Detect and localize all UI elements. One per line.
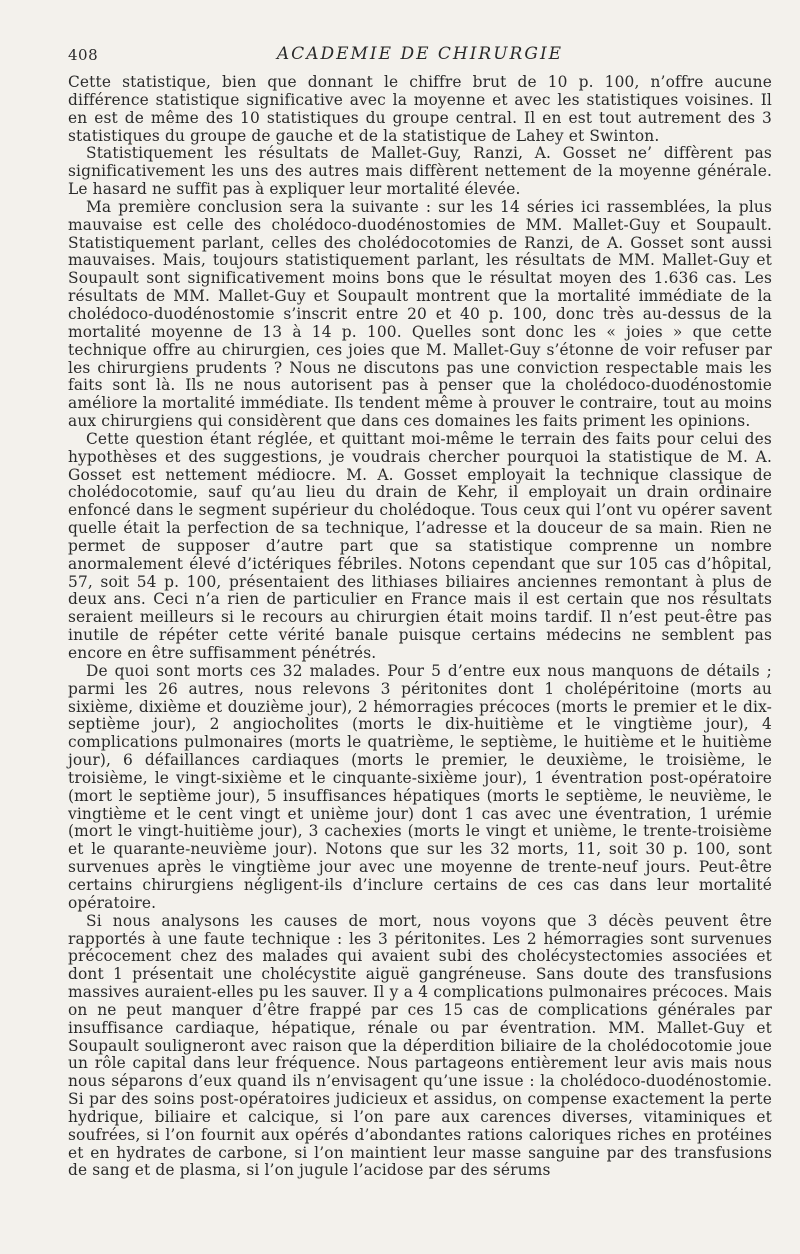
body-text [68,74,772,1180]
paragraph: Cette statistique, bien que donnant le chiffre brut de 10 p. 100, n’offre aucune différence statistique significative avec la moyenne et avec les statistiques voisines. Il en est de même des 10 statistiques du groupe central. Il en est tout autrement des 3 statistiques du groupe de gauche et de la statistique de Lahey et Swinton. [68,73,772,145]
page-header [68,40,772,66]
paragraph: Ma première conclusion sera la suivante : sur les 14 séries ici rassemblées, la plus mauvaise est celle des cholédoco-duodénostomies de MM. Mallet-Guy et Soupault. Statistiquement parlant, celles des cholédocotomies de Ranzi, de A. Gosset sont aussi mauvaises. Mais, toujours statistiquement parlant, les résultats de MM. Mallet-Guy et Soupault sont significativement moins bons que le résultat moyen des 1.636 cas. Les résultats de MM. Mallet-Guy et Soupault montrent que la mortalité immédiate de la cholédoco-duodénostomie s’inscrit entre 20 et 40 p. 100, donc très au-dessus de la mortalité moyenne de 13 à 14 p. 100. Quelles sont donc les « joies » que cette technique offre au chirurgien, ces joies que M. Mallet-Guy s’étonne de voir refuser par les chirurgiens prudents ? Nous ne discutons pas une conviction respectable mais les faits sont là. Ils ne nous autorisent pas à penser que la cholédoco-duodénostomie améliore la mortalité immédiate. Ils tendent même à prouver le contraire, tout au moins aux chirurgiens qui considèrent que dans ces domaines les faits priment les opinions. [68,197,772,431]
running-title: ACADEMIE DE CHIRURGIE [276,44,564,64]
paragraph: De quoi sont morts ces 32 malades. Pour 5 d’entre eux nous manquons de détails ; parmi les 26 autres, nous relevons 3 péritonites dont 1 cholépéritoine (morts au sixième, dixième et douzième jour), 2 hémorragies précoces (morts le premier et le dix-septième jour), 2 angiocholites (morts le dix-huitième et le vingtième jour), 4 complications pulmonaires (morts le quatrième, le septième, le huitième et le huitième jour), 6 défaillances cardiaques (morts le premier, le deuxième, le troisième, le troisième, le vingt-sixième et le cinquante-sixième jour), 1 éventration post-opératoire (mort le septième jour), 5 insuffisances hépatiques (morts le septième, le neuvième, le vingtième et le cent vingt et unième jour) dont 1 cas avec une éventration, 1 urémie (mort le vingt-huitième jour), 3 cachexies (morts le vingt et unième, le trente-troisième et le quarante-neuvième jour). Notons que sur les 32 morts, 11, soit 30 p. 100, sont survenues après le vingtième jour avec une moyenne de trente-neuf jours. Peut-être certains chirurgiens négligent-ils d’inclure certains de ces cas dans leur mortalité opératoire. [68,661,772,912]
paragraph: Statistiquement les résultats de Mallet-Guy, Ranzi, A. Gosset ne’ diffèrent pas significativement les uns des autres mais diffèrent nettement de la moyenne générale. Le hasard ne suffit pas à expliquer leur mortalité élevée. [68,144,772,199]
paragraph: Cette question étant réglée, et quittant moi-même le terrain des faits pour celui des hypothèses et des suggestions, je voudrais chercher pourquoi la statistique de M. A. Gosset est nettement médiocre. M. A. Gosset employait la technique classique de cholédocotomie, sauf qu’au lieu du drain de Kehr, il employait un drain ordinaire enfoncé dans le segment supérieur du cholédoque. Tous ceux qui l’ont vu opérer savent quelle était la perfection de sa technique, l’adresse et la douceur de sa main. Rien ne permet de supposer d’autre part que sa statistique comprenne un nombre anormalement élevé d’ictériques fébriles. Notons cependant que sur 105 cas d’hôpital, 57, soit 54 p. 100, présentaient des lithiases biliaires anciennes remontant à plus de deux ans. Ceci n’a rien de particulier en France mais il est certain que nos résultats seraient meilleurs si le recours au chirurgien était moins tardif. Il n’est peut-être pas inutile de répéter cette vérité banale puisque certains médecins ne semblent pas encore en être suffisamment pénétrés. [68,429,772,662]
page-number: 408 [68,46,99,64]
paragraph: Si nous analysons les causes de mort, nous voyons que 3 décès peuvent être rapportés à une faute technique : les 3 péritonites. Les 2 hémorragies sont survenues précocement chez des malades qui avaient subi des cholécystectomies associées et dont 1 présentait une cholécystite aiguë gangréneuse. Sans doute des transfusions massives auraient-elles pu les sauver. Il y a 4 complications pulmonaires précoces. Mais on ne peut manquer d’être frappé par ces 15 cas de complications générales par insuffisance cardiaque, hépatique, rénale ou par éventration. MM. Mallet-Guy et Soupault souligneront avec raison que la déperdition biliaire de la cholédocotomie joue un rôle capital dans leur fréquence. Nous partageons entièrement leur avis mais nous nous séparons d’eux quand ils n’envisagent qu’une issue : la cholédoco-duodénostomie. Si par des soins post-opératoires judicieux et assidus, on compense exactement la perte hydrique, biliaire et calcique, si l’on pare aux carences diverses, vitaminiques et soufrées, si l’on fournit aux opérés d’abondantes rations caloriques riches en protéines et en hydrates de carbone, si l’on maintient leur masse sanguine par des transfusions de sang et de plasma, si l’on jugule l’acidose par des sérums [68,911,772,1180]
